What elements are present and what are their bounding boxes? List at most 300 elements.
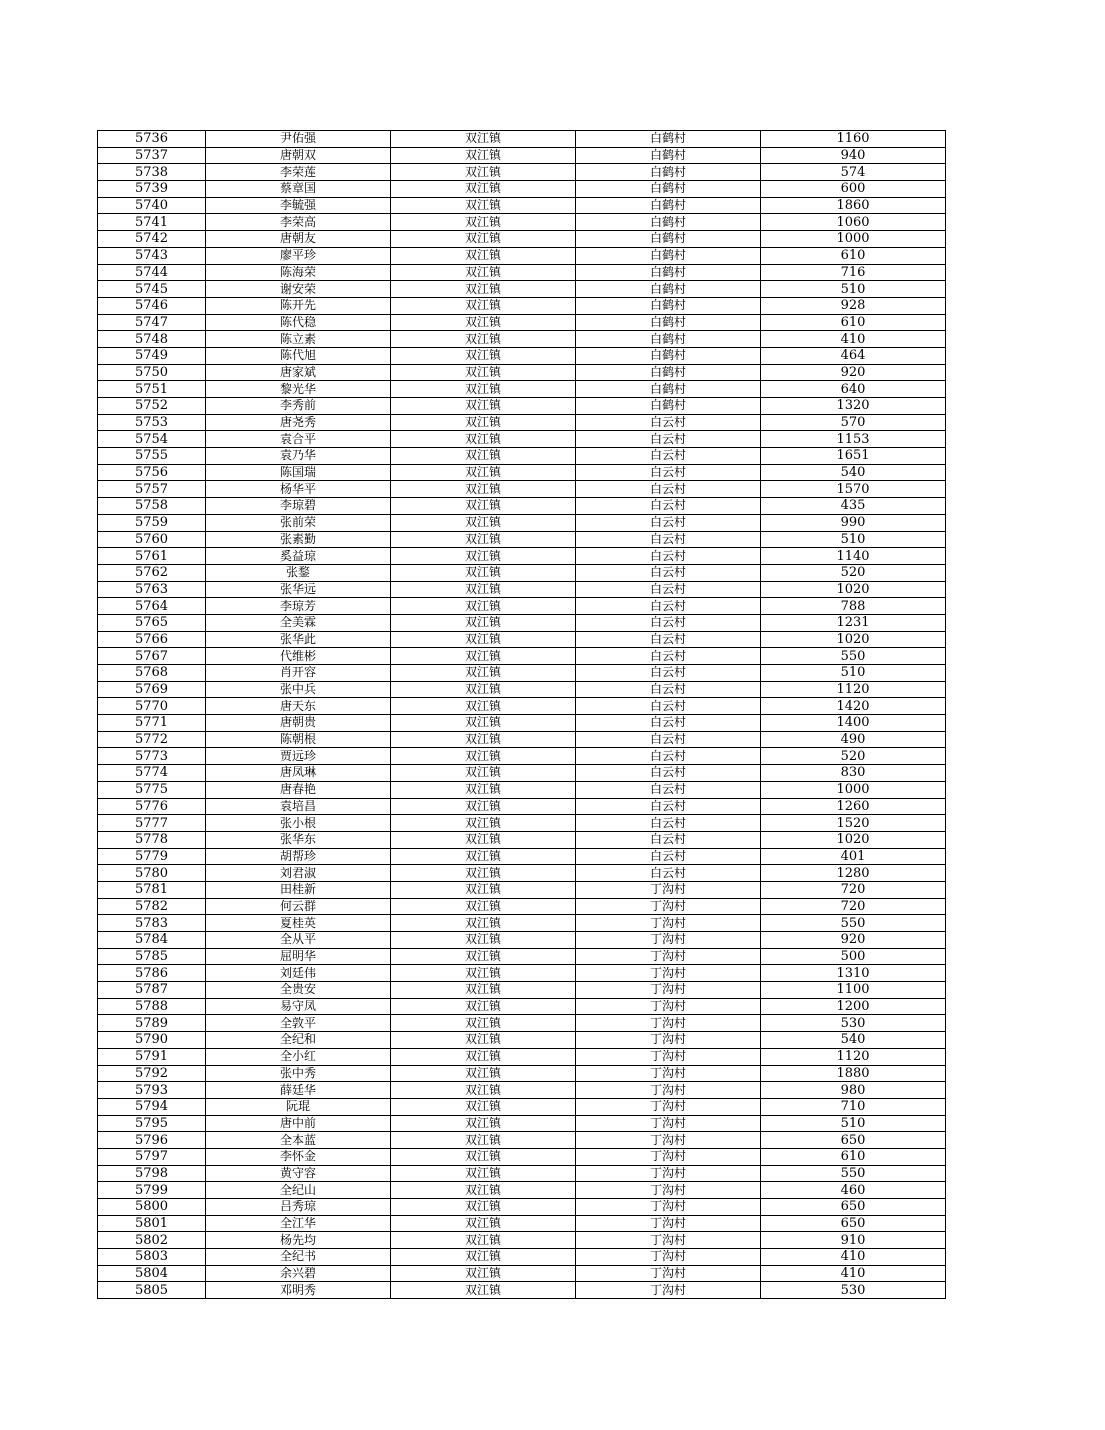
name-cell: 李毓强: [206, 197, 391, 214]
town-cell: 双江镇: [391, 231, 576, 248]
amount-cell: 540: [761, 464, 946, 481]
serial-number-cell: 5798: [98, 1165, 206, 1182]
serial-number-cell: 5736: [98, 131, 206, 148]
village-cell: 白鹤村: [576, 147, 761, 164]
village-cell: 白鹤村: [576, 264, 761, 281]
amount-cell: 650: [761, 1132, 946, 1149]
serial-number-cell: 5805: [98, 1282, 206, 1299]
serial-number-cell: 5743: [98, 247, 206, 264]
table-row: [98, 848, 946, 865]
table-row: [98, 1265, 946, 1282]
serial-number-cell: 5804: [98, 1265, 206, 1282]
name-cell: 李琼芳: [206, 598, 391, 615]
name-cell: 唐春艳: [206, 781, 391, 798]
town-cell: 双江镇: [391, 498, 576, 515]
name-cell: 唐中前: [206, 1115, 391, 1132]
village-cell: 白云村: [576, 498, 761, 515]
name-cell: 全本蓝: [206, 1132, 391, 1149]
serial-number-cell: 5756: [98, 464, 206, 481]
amount-cell: 1120: [761, 681, 946, 698]
serial-number-cell: 5747: [98, 314, 206, 331]
village-cell: 白鹤村: [576, 364, 761, 381]
name-cell: 陈代稳: [206, 314, 391, 331]
town-cell: 双江镇: [391, 1015, 576, 1032]
town-cell: 双江镇: [391, 1182, 576, 1199]
name-cell: 张中兵: [206, 681, 391, 698]
town-cell: 双江镇: [391, 614, 576, 631]
table-row: [98, 648, 946, 665]
serial-number-cell: 5744: [98, 264, 206, 281]
amount-cell: 1020: [761, 631, 946, 648]
name-cell: 阮琨: [206, 1098, 391, 1115]
serial-number-cell: 5784: [98, 932, 206, 949]
town-cell: 双江镇: [391, 1098, 576, 1115]
amount-cell: 610: [761, 314, 946, 331]
town-cell: 双江镇: [391, 1115, 576, 1132]
town-cell: 双江镇: [391, 731, 576, 748]
village-cell: 白云村: [576, 781, 761, 798]
table-row: [98, 1215, 946, 1232]
table-row: [98, 815, 946, 832]
village-cell: 白鹤村: [576, 398, 761, 415]
name-cell: 唐朝友: [206, 231, 391, 248]
serial-number-cell: 5803: [98, 1249, 206, 1266]
amount-cell: 410: [761, 331, 946, 348]
name-cell: 余兴碧: [206, 1265, 391, 1282]
amount-cell: 520: [761, 564, 946, 581]
serial-number-cell: 5786: [98, 965, 206, 982]
table-row: [98, 765, 946, 782]
village-cell: 丁沟村: [576, 1132, 761, 1149]
village-cell: 丁沟村: [576, 1182, 761, 1199]
town-cell: 双江镇: [391, 247, 576, 264]
amount-cell: 1231: [761, 614, 946, 631]
town-cell: 双江镇: [391, 932, 576, 949]
table-row: [98, 665, 946, 682]
town-cell: 双江镇: [391, 197, 576, 214]
amount-cell: 1651: [761, 448, 946, 465]
amount-cell: 490: [761, 731, 946, 748]
name-cell: 陈开先: [206, 297, 391, 314]
village-cell: 白鹤村: [576, 381, 761, 398]
amount-cell: 530: [761, 1282, 946, 1299]
name-cell: 唐天东: [206, 698, 391, 715]
name-cell: 张素勤: [206, 531, 391, 548]
village-cell: 丁沟村: [576, 1265, 761, 1282]
table-row: [98, 131, 946, 148]
village-cell: 白云村: [576, 798, 761, 815]
village-cell: 白云村: [576, 715, 761, 732]
name-cell: 陈朝根: [206, 731, 391, 748]
table-row: [98, 614, 946, 631]
village-cell: 白鹤村: [576, 214, 761, 231]
table-row: [98, 1165, 946, 1182]
serial-number-cell: 5758: [98, 498, 206, 515]
town-cell: 双江镇: [391, 347, 576, 364]
table-row: [98, 898, 946, 915]
amount-cell: 1880: [761, 1065, 946, 1082]
amount-cell: 550: [761, 1165, 946, 1182]
town-cell: 双江镇: [391, 381, 576, 398]
village-cell: 白云村: [576, 564, 761, 581]
town-cell: 双江镇: [391, 815, 576, 832]
village-cell: 白云村: [576, 698, 761, 715]
serial-number-cell: 5780: [98, 865, 206, 882]
village-cell: 丁沟村: [576, 1098, 761, 1115]
town-cell: 双江镇: [391, 448, 576, 465]
amount-cell: 540: [761, 1032, 946, 1049]
amount-cell: 640: [761, 381, 946, 398]
amount-cell: 1200: [761, 998, 946, 1015]
serial-number-cell: 5741: [98, 214, 206, 231]
table-row: [98, 1098, 946, 1115]
town-cell: 双江镇: [391, 331, 576, 348]
name-cell: 全江华: [206, 1215, 391, 1232]
name-cell: 张小根: [206, 815, 391, 832]
amount-cell: 710: [761, 1098, 946, 1115]
town-cell: 双江镇: [391, 915, 576, 932]
name-cell: 邓明秀: [206, 1282, 391, 1299]
village-cell: 白鹤村: [576, 281, 761, 298]
name-cell: 蔡章国: [206, 181, 391, 198]
table-row: [98, 281, 946, 298]
table-row: [98, 581, 946, 598]
village-cell: 白云村: [576, 514, 761, 531]
table-row: [98, 264, 946, 281]
name-cell: 夏桂英: [206, 915, 391, 932]
village-cell: 丁沟村: [576, 948, 761, 965]
town-cell: 双江镇: [391, 548, 576, 565]
table-row: [98, 798, 946, 815]
village-cell: 丁沟村: [576, 1165, 761, 1182]
town-cell: 双江镇: [391, 648, 576, 665]
village-cell: 白云村: [576, 648, 761, 665]
name-cell: 全小红: [206, 1048, 391, 1065]
town-cell: 双江镇: [391, 514, 576, 531]
serial-number-cell: 5781: [98, 881, 206, 898]
name-cell: 屈明华: [206, 948, 391, 965]
town-cell: 双江镇: [391, 1148, 576, 1165]
amount-cell: 500: [761, 948, 946, 965]
table-row: [98, 448, 946, 465]
name-cell: 黄守容: [206, 1165, 391, 1182]
name-cell: 全敦平: [206, 1015, 391, 1032]
table-row: [98, 231, 946, 248]
amount-cell: 410: [761, 1249, 946, 1266]
name-cell: 陈海荣: [206, 264, 391, 281]
village-cell: 白鹤村: [576, 197, 761, 214]
serial-number-cell: 5762: [98, 564, 206, 581]
amount-cell: 410: [761, 1265, 946, 1282]
town-cell: 双江镇: [391, 1132, 576, 1149]
town-cell: 双江镇: [391, 748, 576, 765]
serial-number-cell: 5761: [98, 548, 206, 565]
table-row: [98, 347, 946, 364]
village-cell: 白鹤村: [576, 314, 761, 331]
town-cell: 双江镇: [391, 181, 576, 198]
amount-cell: 920: [761, 932, 946, 949]
name-cell: 全美霖: [206, 614, 391, 631]
table-row: [98, 481, 946, 498]
village-cell: 白云村: [576, 531, 761, 548]
town-cell: 双江镇: [391, 1165, 576, 1182]
serial-number-cell: 5766: [98, 631, 206, 648]
name-cell: 杨华平: [206, 481, 391, 498]
town-cell: 双江镇: [391, 1032, 576, 1049]
table-row: [98, 998, 946, 1015]
name-cell: 薛廷华: [206, 1082, 391, 1099]
town-cell: 双江镇: [391, 281, 576, 298]
village-cell: 白鹤村: [576, 347, 761, 364]
amount-cell: 788: [761, 598, 946, 615]
town-cell: 双江镇: [391, 1199, 576, 1216]
name-cell: 陈立素: [206, 331, 391, 348]
serial-number-cell: 5796: [98, 1132, 206, 1149]
table-row: [98, 147, 946, 164]
village-cell: 白云村: [576, 681, 761, 698]
village-cell: 白云村: [576, 731, 761, 748]
amount-cell: 435: [761, 498, 946, 515]
table-row: [98, 598, 946, 615]
table-row: [98, 181, 946, 198]
serial-number-cell: 5770: [98, 698, 206, 715]
serial-number-cell: 5757: [98, 481, 206, 498]
village-cell: 白鹤村: [576, 297, 761, 314]
village-cell: 丁沟村: [576, 982, 761, 999]
serial-number-cell: 5751: [98, 381, 206, 398]
village-cell: 白云村: [576, 448, 761, 465]
serial-number-cell: 5801: [98, 1215, 206, 1232]
village-cell: 白云村: [576, 865, 761, 882]
table-row: [98, 715, 946, 732]
amount-cell: 720: [761, 898, 946, 915]
village-cell: 丁沟村: [576, 915, 761, 932]
village-cell: 白云村: [576, 481, 761, 498]
name-cell: 肖开容: [206, 665, 391, 682]
village-cell: 白云村: [576, 431, 761, 448]
name-cell: 李荣莲: [206, 164, 391, 181]
amount-cell: 1153: [761, 431, 946, 448]
town-cell: 双江镇: [391, 464, 576, 481]
serial-number-cell: 5799: [98, 1182, 206, 1199]
name-cell: 唐朝双: [206, 147, 391, 164]
table-row: [98, 297, 946, 314]
town-cell: 双江镇: [391, 631, 576, 648]
town-cell: 双江镇: [391, 164, 576, 181]
name-cell: 陈国瑞: [206, 464, 391, 481]
serial-number-cell: 5779: [98, 848, 206, 865]
table-row: [98, 414, 946, 431]
table-row: [98, 965, 946, 982]
amount-cell: 520: [761, 748, 946, 765]
table-row: [98, 631, 946, 648]
name-cell: 奚益琼: [206, 548, 391, 565]
amount-cell: 1000: [761, 231, 946, 248]
town-cell: 双江镇: [391, 715, 576, 732]
amount-cell: 1400: [761, 715, 946, 732]
amount-cell: 1100: [761, 982, 946, 999]
table-row: [98, 1199, 946, 1216]
name-cell: 全纪书: [206, 1249, 391, 1266]
village-cell: 白鹤村: [576, 164, 761, 181]
serial-number-cell: 5795: [98, 1115, 206, 1132]
serial-number-cell: 5794: [98, 1098, 206, 1115]
serial-number-cell: 5752: [98, 398, 206, 415]
amount-cell: 650: [761, 1215, 946, 1232]
name-cell: 唐凤琳: [206, 765, 391, 782]
name-cell: 谢安荣: [206, 281, 391, 298]
town-cell: 双江镇: [391, 831, 576, 848]
town-cell: 双江镇: [391, 965, 576, 982]
serial-number-cell: 5745: [98, 281, 206, 298]
serial-number-cell: 5768: [98, 665, 206, 682]
table-row: [98, 331, 946, 348]
table-row: [98, 731, 946, 748]
town-cell: 双江镇: [391, 297, 576, 314]
table-row: [98, 498, 946, 515]
amount-cell: 830: [761, 765, 946, 782]
serial-number-cell: 5802: [98, 1232, 206, 1249]
village-cell: 丁沟村: [576, 1048, 761, 1065]
town-cell: 双江镇: [391, 1048, 576, 1065]
amount-cell: 1020: [761, 581, 946, 598]
serial-number-cell: 5759: [98, 514, 206, 531]
serial-number-cell: 5773: [98, 748, 206, 765]
town-cell: 双江镇: [391, 147, 576, 164]
village-cell: 白云村: [576, 848, 761, 865]
table-row: [98, 948, 946, 965]
amount-cell: 610: [761, 247, 946, 264]
town-cell: 双江镇: [391, 698, 576, 715]
serial-number-cell: 5750: [98, 364, 206, 381]
name-cell: 袁乃华: [206, 448, 391, 465]
serial-number-cell: 5789: [98, 1015, 206, 1032]
table-row: [98, 531, 946, 548]
town-cell: 双江镇: [391, 581, 576, 598]
table-row: [98, 681, 946, 698]
town-cell: 双江镇: [391, 798, 576, 815]
town-cell: 双江镇: [391, 781, 576, 798]
amount-cell: 650: [761, 1199, 946, 1216]
serial-number-cell: 5776: [98, 798, 206, 815]
table-row: [98, 564, 946, 581]
name-cell: 张前荣: [206, 514, 391, 531]
serial-number-cell: 5767: [98, 648, 206, 665]
village-cell: 白云村: [576, 614, 761, 631]
town-cell: 双江镇: [391, 1215, 576, 1232]
table-row: [98, 1048, 946, 1065]
amount-cell: 720: [761, 881, 946, 898]
serial-number-cell: 5740: [98, 197, 206, 214]
serial-number-cell: 5792: [98, 1065, 206, 1082]
name-cell: 田桂新: [206, 881, 391, 898]
name-cell: 杨先均: [206, 1232, 391, 1249]
village-cell: 白鹤村: [576, 131, 761, 148]
name-cell: 张华东: [206, 831, 391, 848]
town-cell: 双江镇: [391, 1065, 576, 1082]
serial-number-cell: 5753: [98, 414, 206, 431]
serial-number-cell: 5777: [98, 815, 206, 832]
amount-cell: 716: [761, 264, 946, 281]
table-row: [98, 164, 946, 181]
amount-cell: 570: [761, 414, 946, 431]
village-cell: 白云村: [576, 548, 761, 565]
village-cell: 丁沟村: [576, 1215, 761, 1232]
amount-cell: 464: [761, 347, 946, 364]
table-row: [98, 431, 946, 448]
amount-cell: 530: [761, 1015, 946, 1032]
name-cell: 胡帮珍: [206, 848, 391, 865]
name-cell: 代维彬: [206, 648, 391, 665]
amount-cell: 610: [761, 1148, 946, 1165]
name-cell: 黎光华: [206, 381, 391, 398]
town-cell: 双江镇: [391, 398, 576, 415]
name-cell: 全纪和: [206, 1032, 391, 1049]
amount-cell: 1570: [761, 481, 946, 498]
town-cell: 双江镇: [391, 898, 576, 915]
amount-cell: 510: [761, 281, 946, 298]
table-row: [98, 1249, 946, 1266]
serial-number-cell: 5782: [98, 898, 206, 915]
amount-cell: 1060: [761, 214, 946, 231]
town-cell: 双江镇: [391, 564, 576, 581]
serial-number-cell: 5772: [98, 731, 206, 748]
serial-number-cell: 5787: [98, 982, 206, 999]
name-cell: 廖平珍: [206, 247, 391, 264]
serial-number-cell: 5754: [98, 431, 206, 448]
serial-number-cell: 5739: [98, 181, 206, 198]
village-cell: 丁沟村: [576, 881, 761, 898]
town-cell: 双江镇: [391, 414, 576, 431]
amount-cell: 1310: [761, 965, 946, 982]
village-cell: 丁沟村: [576, 898, 761, 915]
amount-cell: 990: [761, 514, 946, 531]
table-row: [98, 1132, 946, 1149]
village-cell: 白鹤村: [576, 247, 761, 264]
serial-number-cell: 5749: [98, 347, 206, 364]
village-cell: 白云村: [576, 665, 761, 682]
table-row: [98, 698, 946, 715]
amount-cell: 1260: [761, 798, 946, 815]
village-cell: 丁沟村: [576, 1199, 761, 1216]
records-table-body: [98, 131, 946, 1299]
serial-number-cell: 5764: [98, 598, 206, 615]
table-row: [98, 748, 946, 765]
serial-number-cell: 5746: [98, 297, 206, 314]
village-cell: 白鹤村: [576, 181, 761, 198]
amount-cell: 1160: [761, 131, 946, 148]
table-row: [98, 865, 946, 882]
village-cell: 白云村: [576, 815, 761, 832]
amount-cell: 600: [761, 181, 946, 198]
town-cell: 双江镇: [391, 1282, 576, 1299]
name-cell: 全纪山: [206, 1182, 391, 1199]
name-cell: 陈代旭: [206, 347, 391, 364]
town-cell: 双江镇: [391, 1249, 576, 1266]
serial-number-cell: 5765: [98, 614, 206, 631]
town-cell: 双江镇: [391, 598, 576, 615]
table-row: [98, 464, 946, 481]
serial-number-cell: 5797: [98, 1148, 206, 1165]
village-cell: 丁沟村: [576, 965, 761, 982]
village-cell: 白云村: [576, 598, 761, 615]
serial-number-cell: 5788: [98, 998, 206, 1015]
amount-cell: 1020: [761, 831, 946, 848]
table-row: [98, 514, 946, 531]
name-cell: 全从平: [206, 932, 391, 949]
serial-number-cell: 5800: [98, 1199, 206, 1216]
town-cell: 双江镇: [391, 765, 576, 782]
